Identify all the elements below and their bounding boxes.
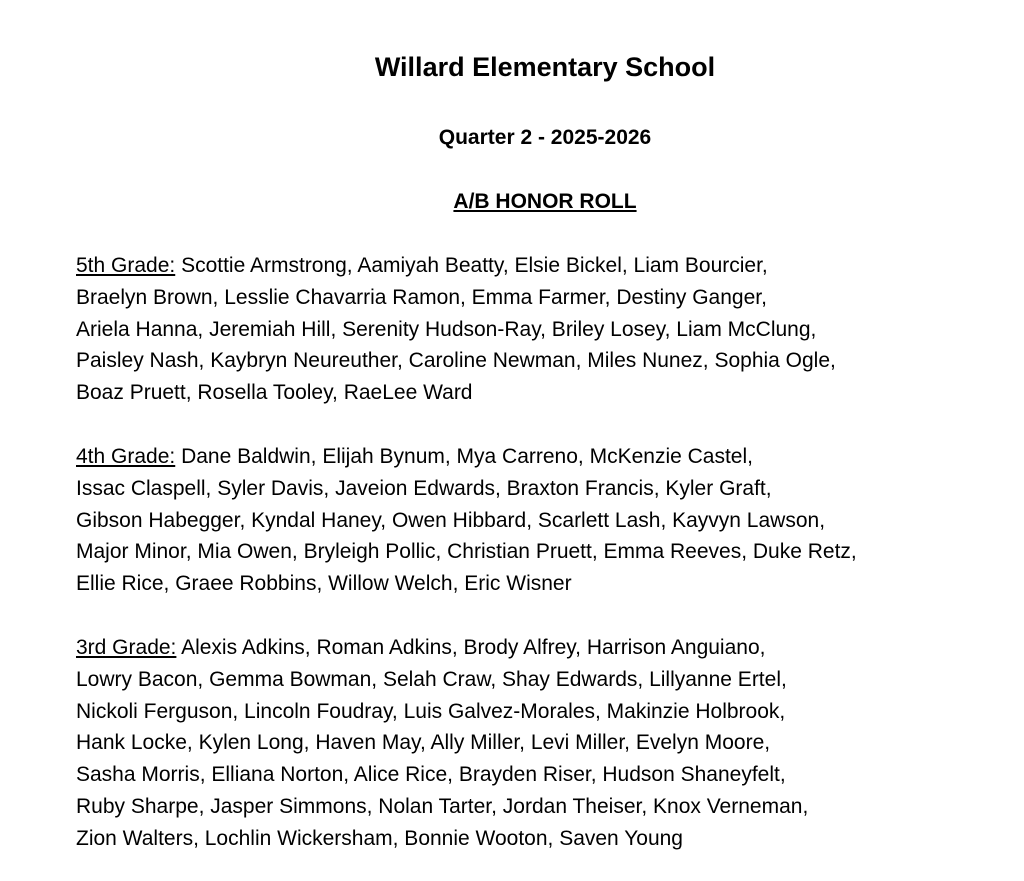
name-line: Issac Claspell, Syler Davis, Javeion Edwards, Braxton Francis, Kyler Graft,	[76, 476, 772, 500]
name-text: Dane Baldwin, Elijah Bynum, Mya Carreno, McKenzie Castel,	[175, 445, 753, 468]
name-line: Nickoli Ferguson, Lincoln Foudray, Luis Galvez-Morales, Makinzie Holbrook,	[76, 699, 786, 723]
name-line: Ruby Sharpe, Jasper Simmons, Nolan Tarter, Jordan Theiser, Knox Verneman,	[76, 794, 809, 818]
name-line	[76, 441, 996, 473]
term-heading: Quarter 2 - 2025-2026	[438, 126, 652, 149]
name-line: Lowry Bacon, Gemma Bowman, Selah Craw, Shay Edwards, Lillyanne Ertel,	[76, 667, 787, 691]
grade-3-label: 3rd Grade:	[76, 636, 177, 659]
name-line	[76, 250, 996, 282]
name-line: Zion Walters, Lochlin Wickersham, Bonnie Wooton, Saven Young	[76, 826, 683, 850]
school-title: Willard Elementary School	[374, 52, 716, 82]
grade-4-section	[76, 441, 996, 600]
grade-4-label: 4th Grade:	[76, 445, 176, 468]
name-line: Ariela Hanna, Jeremiah Hill, Serenity Hudson-Ray, Briley Losey, Liam McClung,	[76, 317, 817, 341]
name-text: Scottie Armstrong, Aamiyah Beatty, Elsie Bickel, Liam Bourcier,	[175, 254, 768, 277]
name-line: Gibson Habegger, Kyndal Haney, Owen Hibbard, Scarlett Lash, Kayvyn Lawson,	[76, 508, 826, 532]
name-line: Major Minor, Mia Owen, Bryleigh Pollic, Christian Pruett, Emma Reeves, Duke Retz,	[76, 540, 857, 564]
name-line: Paisley Nash, Kaybryn Neureuther, Caroline Newman, Miles Nunez, Sophia Ogle,	[76, 349, 836, 373]
grade-3-section	[76, 632, 996, 855]
name-line: Hank Locke, Kylen Long, Haven May, Ally Miller, Levi Miller, Evelyn Moore,	[76, 731, 771, 755]
name-line	[76, 632, 996, 664]
name-line: Braelyn Brown, Lesslie Chavarria Ramon, Emma Farmer, Destiny Ganger,	[76, 285, 767, 309]
grade-5-label: 5th Grade:	[76, 254, 176, 277]
honor-roll-heading: A/B HONOR ROLL	[453, 190, 637, 213]
name-line: Ellie Rice, Graee Robbins, Willow Welch, Eric Wisner	[76, 572, 572, 596]
grade-5-section	[76, 250, 996, 409]
name-line: Sasha Morris, Elliana Norton, Alice Rice, Brayden Riser, Hudson Shaneyfelt,	[76, 763, 786, 787]
name-line: Boaz Pruett, Rosella Tooley, RaeLee Ward	[76, 381, 473, 405]
name-text: Alexis Adkins, Roman Adkins, Brody Alfrey, Harrison Anguiano,	[176, 636, 766, 659]
